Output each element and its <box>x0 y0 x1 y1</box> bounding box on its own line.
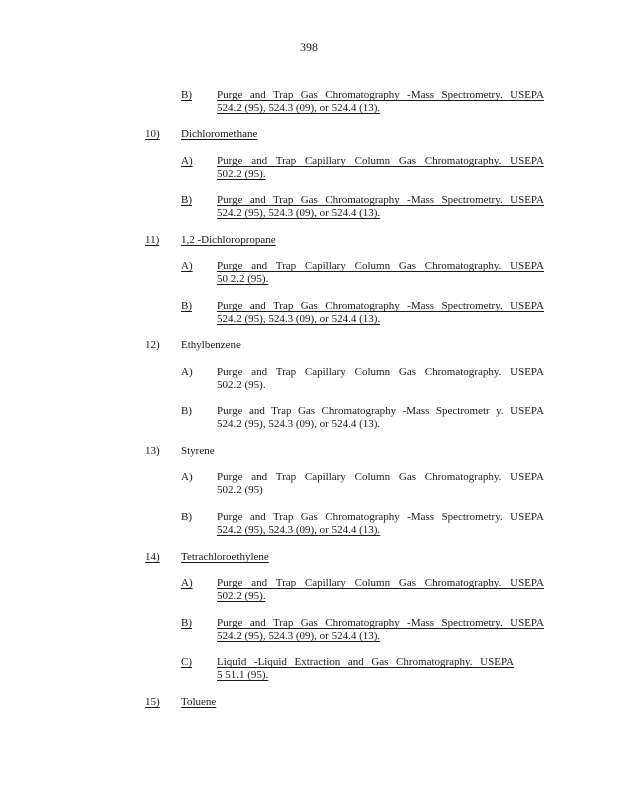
section-number: 15) <box>145 696 160 708</box>
item-letter: A) <box>181 260 193 272</box>
method-line: Purge and Trap Capillary Column Gas Chromatography. USEPA <box>217 366 544 378</box>
method-line: Purge and Trap Gas Chromatography -Mass Spectrometry. USEPA <box>217 89 544 101</box>
method-line: 5 51.1 (95). <box>217 669 269 681</box>
method-line: 502.2 (95). <box>217 590 266 602</box>
method-line: Purge and Trap Gas Chromatography -Mass Spectrometr y. USEPA <box>217 405 544 417</box>
item-letter: B) <box>181 405 192 417</box>
item-letter: A) <box>181 366 193 378</box>
method-line: 524.2 (95), 524.3 (09), or 524.4 (13). <box>217 313 381 325</box>
method-line: Liquid -Liquid Extraction and Gas Chromatography. USEPA <box>217 656 514 668</box>
section-number: 11) <box>145 234 160 246</box>
section-number: 13) <box>145 445 160 457</box>
section-heading: Toluene <box>181 696 217 708</box>
method-line: Purge and Trap Gas Chromatography -Mass Spectrometry. USEPA <box>217 617 544 629</box>
section-heading: Styrene <box>181 445 215 457</box>
item-letter: B) <box>181 511 192 523</box>
method-line: 524.2 (95), 524.3 (09), or 524.4 (13). <box>217 102 381 114</box>
method-line: Purge and Trap Gas Chromatography -Mass Spectrometry. USEPA <box>217 300 544 312</box>
method-line: 524.2 (95), 524.3 (09), or 524.4 (13). <box>217 418 381 430</box>
section-number: 14) <box>145 551 160 563</box>
item-letter: A) <box>181 471 193 483</box>
method-line: 524.2 (95), 524.3 (09), or 524.4 (13). <box>217 207 381 219</box>
method-line: 50 2.2 (95). <box>217 273 269 285</box>
section-heading: Ethylbenzene <box>181 339 241 351</box>
section-number: 12) <box>145 339 160 351</box>
method-line: Purge and Trap Gas Chromatography -Mass Spectrometry. USEPA <box>217 194 544 206</box>
method-line: 502.2 (95) <box>217 484 263 496</box>
item-letter: B) <box>181 89 192 101</box>
item-letter: B) <box>181 300 192 312</box>
method-line: 502.2 (95). <box>217 168 266 180</box>
section-heading: 1,2 -Dichloropropane <box>181 234 276 246</box>
method-line: 524.2 (95), 524.3 (09), or 524.4 (13). <box>217 524 381 536</box>
section-heading: Tetrachloroethylene <box>181 551 269 563</box>
page-number: 398 <box>300 40 318 54</box>
item-letter: B) <box>181 194 192 206</box>
method-line: Purge and Trap Capillary Column Gas Chromatography. USEPA <box>217 155 544 167</box>
method-line: Purge and Trap Capillary Column Gas Chromatography. USEPA <box>217 260 544 272</box>
method-line: Purge and Trap Gas Chromatography -Mass Spectrometry. USEPA <box>217 511 544 523</box>
section-heading: Dichloromethane <box>181 128 258 140</box>
method-line: Purge and Trap Capillary Column Gas Chromatography. USEPA <box>217 471 544 483</box>
item-letter: B) <box>181 617 192 629</box>
item-letter: C) <box>181 656 192 668</box>
method-line: Purge and Trap Capillary Column Gas Chromatography. USEPA <box>217 577 544 589</box>
section-number: 10) <box>145 128 160 140</box>
method-line: 524.2 (95), 524.3 (09), or 524.4 (13). <box>217 630 381 642</box>
method-line: 502.2 (95). <box>217 379 266 391</box>
item-letter: A) <box>181 155 193 167</box>
item-letter: A) <box>181 577 193 589</box>
